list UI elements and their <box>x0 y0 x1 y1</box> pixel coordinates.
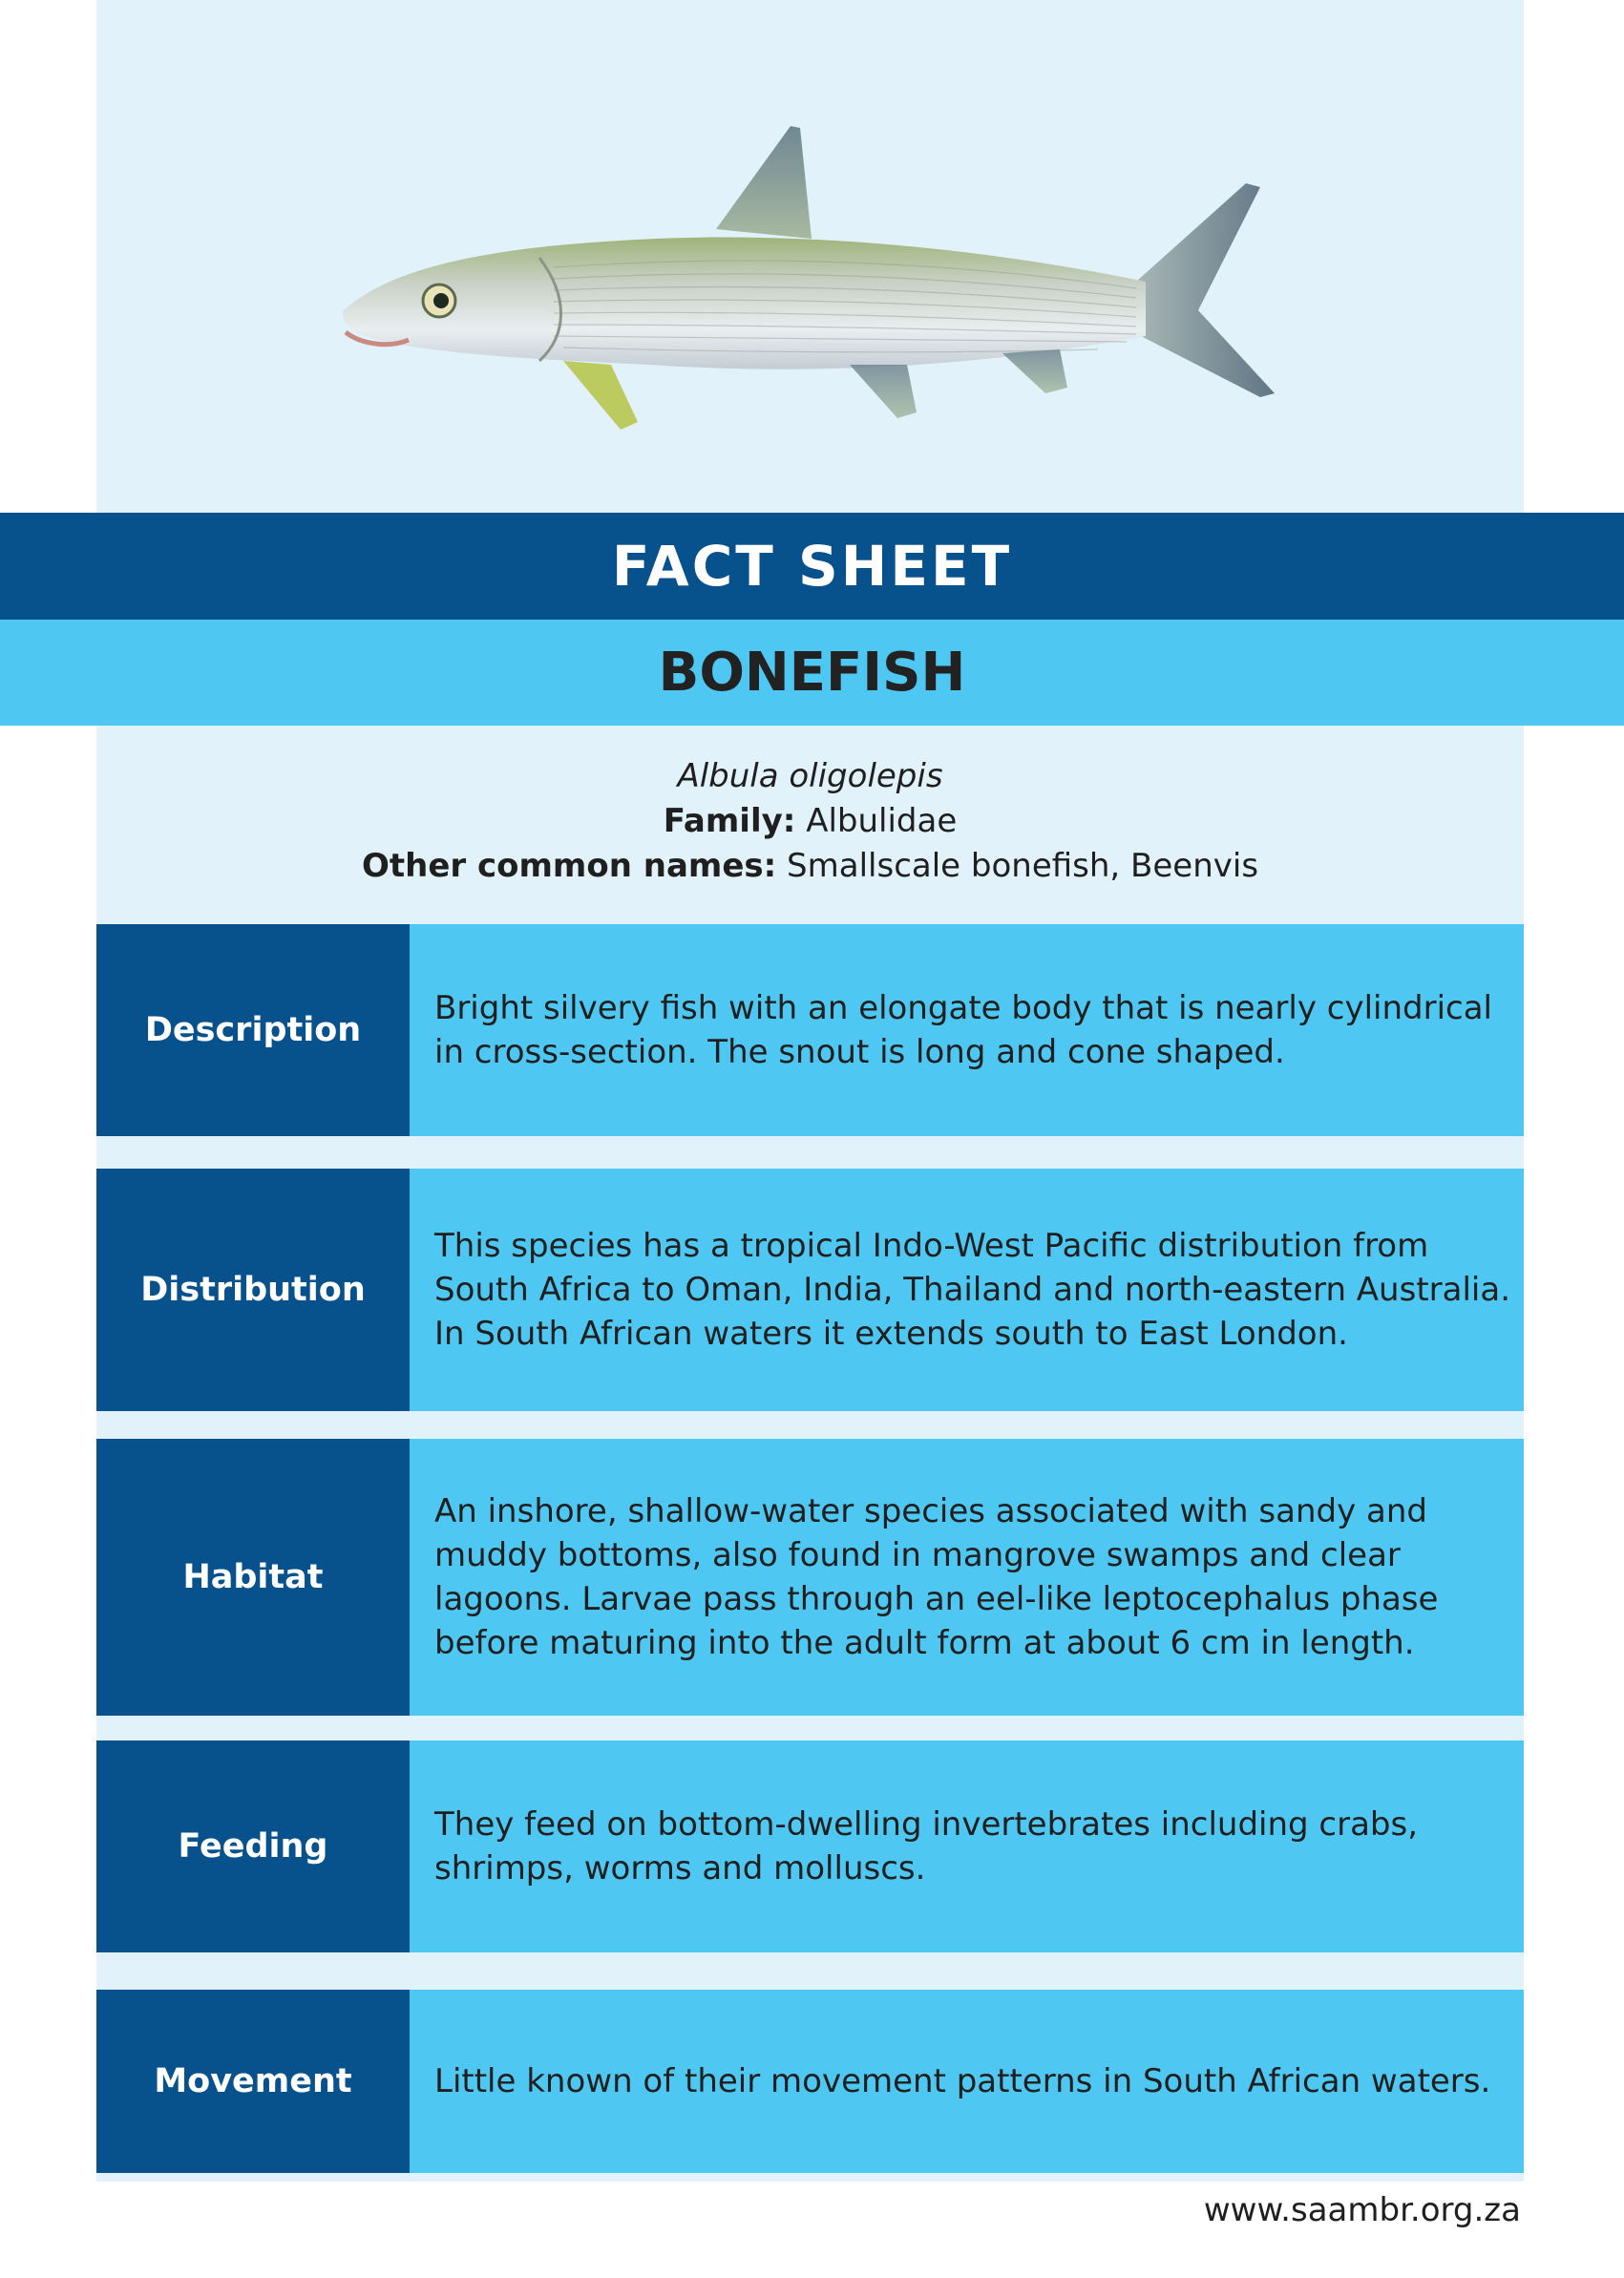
family-line <box>96 799 1524 844</box>
family-value: Albulidae <box>806 802 958 840</box>
fact-sheet-banner <box>0 513 1624 620</box>
section-text: An inshore, shallow-water species associated with sandy and muddy bottoms, also found in mangrove swamps and clear lagoons. Larvae pass through an eel-like leptocephalus phase before maturing into the adult form at about 6 cm in length. <box>410 1439 1524 1716</box>
section-text: Little known of their movement patterns in South African waters. <box>410 1990 1524 2173</box>
section-text: This species has a tropical Indo-West Pacific distribution from South Africa to Oman, India, Thailand and north-eastern Australia. In South African waters it extends south to East London. <box>410 1169 1524 1411</box>
fact-sheet-title: FACT SHEET <box>611 534 1013 599</box>
section-label: Feeding <box>96 1740 410 1952</box>
section-label: Description <box>96 924 410 1136</box>
common-names-label: Other common names: <box>361 847 777 885</box>
section-distribution <box>96 1169 1524 1411</box>
common-names-value: Smallscale bonefish, Beenvis <box>787 847 1259 885</box>
section-description <box>96 924 1524 1136</box>
section-text: They feed on bottom-dwelling invertebrates including crabs, shrimps, worms and molluscs. <box>410 1740 1524 1952</box>
section-label: Habitat <box>96 1439 410 1716</box>
family-label: Family: <box>663 802 796 840</box>
section-feeding <box>96 1740 1524 1952</box>
section-label: Distribution <box>96 1169 410 1411</box>
section-text: Bright silvery fish with an elongate body that is nearly cylindrical in cross-section. The snout is long and cone shaped. <box>410 924 1524 1136</box>
bonefish-illustration <box>334 115 1279 458</box>
species-banner <box>0 620 1624 726</box>
scientific-name: Albula oligolepis <box>677 757 943 795</box>
section-habitat <box>96 1439 1524 1716</box>
common-names-line <box>96 844 1524 889</box>
species-name: BONEFISH <box>658 642 966 704</box>
section-label: Movement <box>96 1990 410 2173</box>
species-meta <box>96 754 1524 889</box>
website-link[interactable]: www.saambr.org.za <box>1203 2191 1521 2229</box>
section-movement <box>96 1990 1524 2173</box>
